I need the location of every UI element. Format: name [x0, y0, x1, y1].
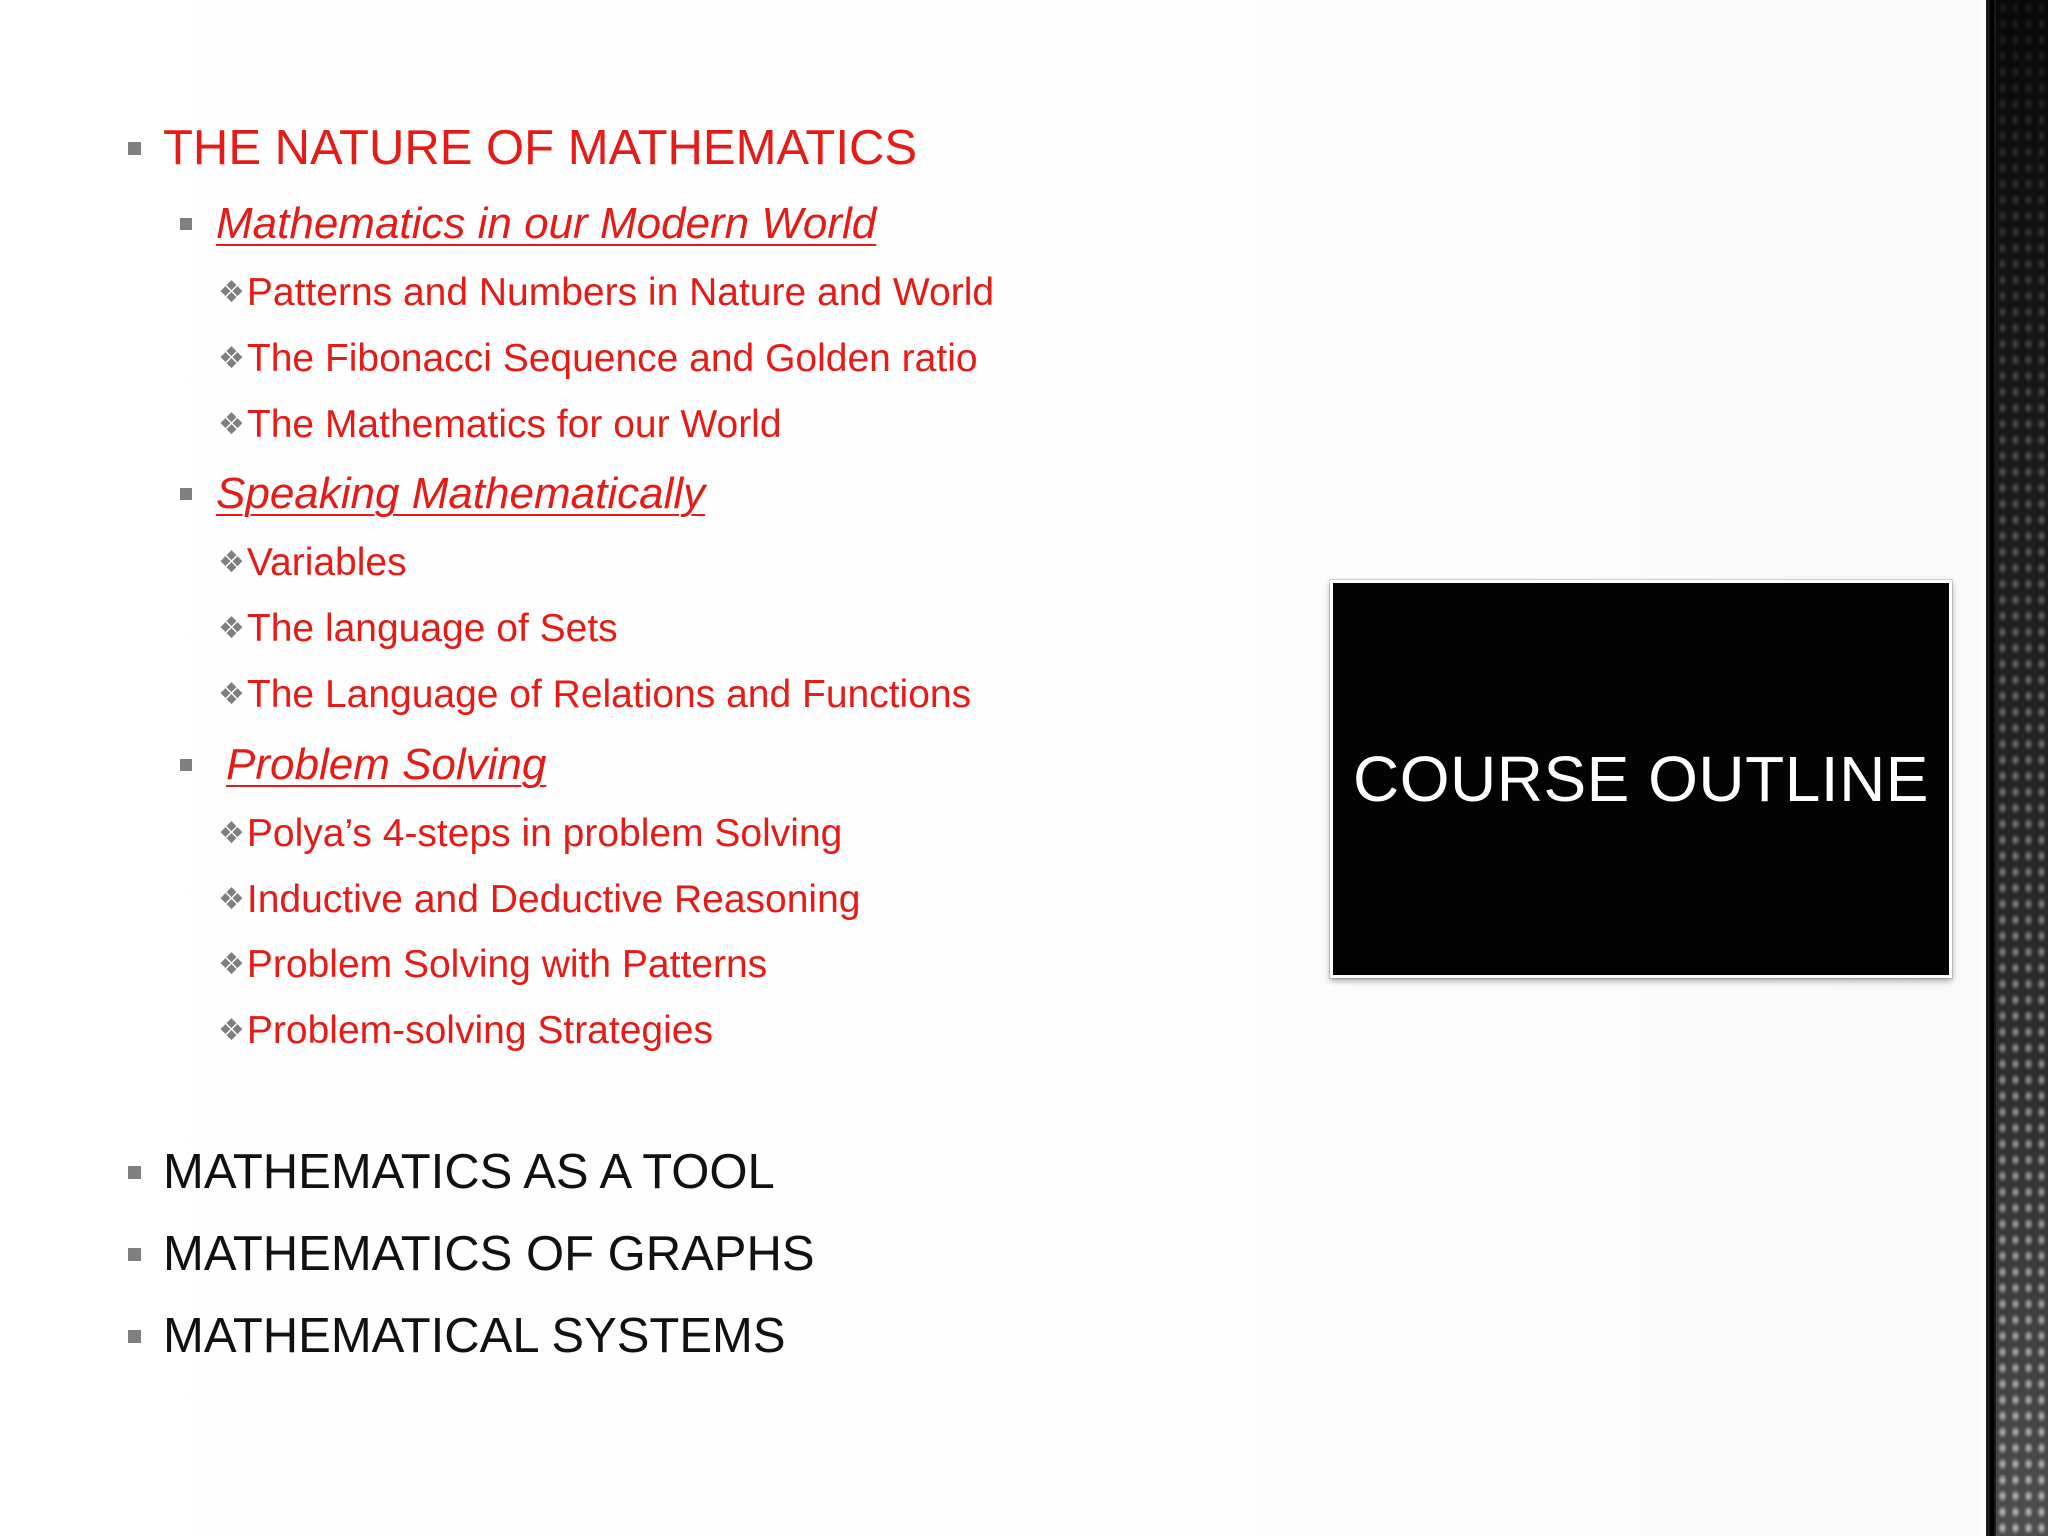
square-bullet-icon	[180, 218, 192, 230]
diamond-bullet-icon: ❖	[218, 275, 245, 310]
square-bullet-icon	[128, 142, 141, 155]
list-item-label: The Fibonacci Sequence and Golden ratio	[246, 337, 978, 380]
diamond-bullet-icon: ❖	[218, 341, 245, 376]
square-bullet-icon	[128, 1330, 141, 1343]
list-item	[218, 875, 860, 925]
section-label: Problem Solving	[226, 740, 547, 789]
list-item-label: The Mathematics for our World	[246, 403, 782, 446]
list-item	[218, 400, 782, 450]
diamond-bullet-icon: ❖	[218, 407, 245, 442]
list-item	[218, 334, 978, 384]
list-item	[218, 940, 767, 990]
list-item-label: The language of Sets	[246, 607, 618, 650]
diamond-bullet-icon: ❖	[218, 545, 245, 580]
topic-label: MATHEMATICS OF GRAPHS	[163, 1227, 815, 1281]
strip-gradient	[1996, 0, 2048, 1536]
diamond-bullet-icon: ❖	[218, 611, 245, 646]
topic-label: THE NATURE OF MATHEMATICS	[163, 121, 918, 175]
topic-mathematical-systems	[128, 1304, 786, 1368]
topic-nature-of-mathematics	[128, 116, 917, 180]
section-problem-solving	[180, 737, 546, 793]
strip-edge	[1980, 0, 1986, 1536]
list-item	[218, 604, 618, 654]
diamond-bullet-icon: ❖	[218, 1013, 245, 1048]
slide-title: COURSE OUTLINE	[1353, 743, 1929, 815]
square-bullet-icon	[180, 759, 192, 771]
topic-mathematics-as-a-tool	[128, 1140, 775, 1204]
topic-label: MATHEMATICS AS A TOOL	[163, 1145, 775, 1199]
list-item	[218, 809, 842, 859]
list-item-label: Patterns and Numbers in Nature and World	[246, 271, 995, 314]
list-item-label: Problem Solving with Patterns	[246, 943, 768, 986]
diamond-bullet-icon: ❖	[218, 677, 245, 712]
diamond-bullet-icon: ❖	[218, 816, 245, 851]
list-item	[218, 670, 971, 720]
topic-mathematics-of-graphs	[128, 1222, 815, 1286]
section-speaking-mathematically	[180, 466, 705, 522]
list-item-label: Inductive and Deductive Reasoning	[246, 878, 861, 921]
list-item-label: Problem-solving Strategies	[246, 1009, 713, 1052]
section-label: Speaking Mathematically	[216, 469, 706, 518]
section-label: Mathematics in our Modern World	[216, 199, 877, 248]
section-modern-world	[180, 196, 876, 252]
list-item	[218, 268, 994, 318]
list-item	[218, 538, 407, 588]
strip-edge-dark	[1990, 0, 1994, 1536]
list-item-label: The Language of Relations and Functions	[246, 673, 972, 716]
decorative-side-strip	[1980, 0, 2048, 1536]
topic-label: MATHEMATICAL SYSTEMS	[163, 1309, 786, 1363]
square-bullet-icon	[128, 1166, 141, 1179]
title-box	[1330, 580, 1952, 978]
square-bullet-icon	[180, 488, 192, 500]
list-item-label: Polya’s 4-steps in problem Solving	[246, 812, 843, 855]
diamond-bullet-icon: ❖	[218, 947, 245, 982]
square-bullet-icon	[128, 1248, 141, 1261]
list-item-label: Variables	[246, 541, 407, 584]
diamond-bullet-icon: ❖	[218, 882, 245, 917]
list-item	[218, 1006, 713, 1056]
